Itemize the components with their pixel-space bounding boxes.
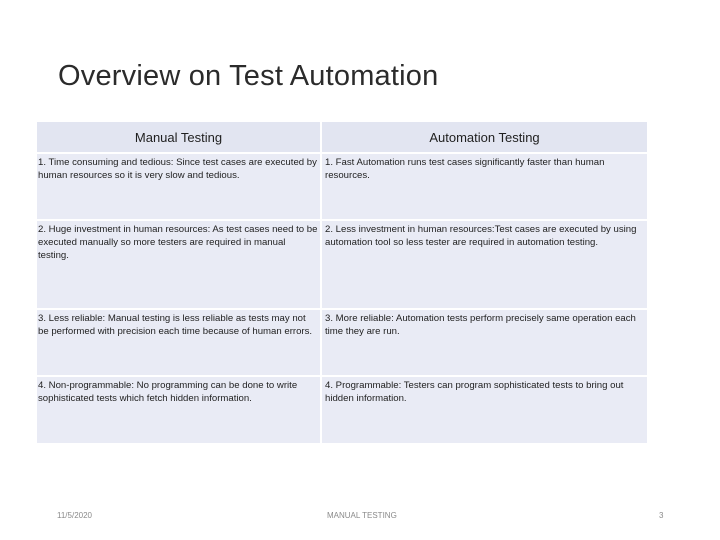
footer-date: 11/5/2020 [57,511,92,520]
table-row [37,221,649,310]
manual-cell [37,377,322,445]
table-header-row [37,122,649,154]
cell-text: 4. Programmable: Testers can program sophisticated tests to bring out hidden information. [325,380,624,404]
table-row [37,377,649,445]
cell-text: 1. Fast Automation runs test cases significantly faster than human resources. [325,157,605,181]
cell-text: 4. Non-programmable: No programming can be done to write sophisticated tests which fetch hidden information. [38,380,298,404]
manual-cell [37,310,322,377]
manual-cell [37,221,322,310]
automation-cell [322,310,649,377]
automation-cell [322,154,649,221]
cell-text: 2. Huge investment in human resources: As test cases need to be executed manually so more testers are required in manual testing. [38,224,318,261]
header-automation-testing: Automation Testing [322,122,649,154]
cell-text: 2. Less investment in human resources:Test cases are executed by using automation tool so less tester are required in automation testing. [325,224,637,248]
cell-text: 3. More reliable: Automation tests perform precisely same operation each time they are run. [325,313,636,337]
table-row [37,310,649,377]
cell-text: 3. Less reliable: Manual testing is less reliable as tests may not be performed with precision each time because of human errors. [38,313,313,337]
comparison-table [37,122,649,445]
manual-cell [37,154,322,221]
automation-cell [322,377,649,445]
automation-cell [322,221,649,310]
cell-text: 1. Time consuming and tedious: Since test cases are executed by human resources so it is very slow and tedious. [38,157,317,181]
page-number: 3 [659,511,664,520]
footer-title: MANUAL TESTING [327,511,397,520]
table-row [37,154,649,221]
slide-title: Overview on Test Automation [58,60,439,92]
header-manual-testing: Manual Testing [37,122,322,154]
